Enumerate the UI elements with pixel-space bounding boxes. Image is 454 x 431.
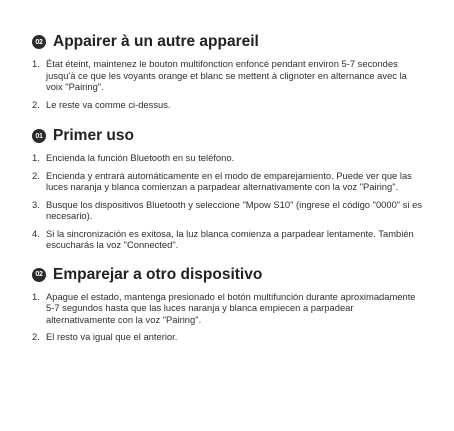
section-title: Emparejar a otro dispositivo <box>53 265 263 283</box>
item-number: 1. <box>32 152 40 163</box>
step-list <box>32 58 428 110</box>
list-item <box>32 199 428 222</box>
section-appairer <box>32 30 428 110</box>
step-number-badge: 02 <box>32 268 46 282</box>
list-item <box>32 331 428 343</box>
item-number: 2. <box>32 98 40 110</box>
item-text: Encienda y entrará automáticamente en el modo de emparejamiento. Puede ver que las luces naranja y blanca comienzan a parpadear alternativamente con la voz "Pairing". <box>46 169 412 192</box>
item-number: 2. <box>32 169 40 181</box>
section-title: Primer uso <box>53 127 134 144</box>
step-number-badge: 02 <box>32 35 46 49</box>
item-text: Busque los dispositivos Bluetooth y seleccione "Mpow S10" (ingrese el código "0000" si es necesario). <box>46 198 423 221</box>
item-text: Le reste va comme ci-dessus. <box>46 98 171 110</box>
manual-page <box>32 30 428 349</box>
item-text: Apague el estado, mantenga presionado el botón multifunción durante aproximadamente 5-7 segundos hasta que las luces naranja y blanca empiecen a parpadear alternativamente con la voz "Pairing". <box>46 290 416 325</box>
list-item <box>32 99 428 111</box>
item-number: 4. <box>32 227 40 239</box>
item-text: État éteint, maintenez le bouton multifonction enfoncé pendant environ 5-7 secondes jusqu'à ce que les voyants orange et blanc se mettent à clignoter en alternance avec la voix "Pairing". <box>46 58 407 92</box>
item-number: 1. <box>32 58 40 69</box>
item-number: 3. <box>32 198 40 210</box>
section-primer-uso <box>32 124 428 251</box>
list-item <box>32 228 428 251</box>
section-header <box>32 263 428 287</box>
section-emparejar <box>32 263 428 343</box>
list-item <box>32 170 428 193</box>
step-number-badge: 01 <box>32 129 46 143</box>
list-item <box>32 152 428 164</box>
item-text: El resto va igual que el anterior. <box>46 331 178 342</box>
list-item <box>32 58 428 93</box>
item-number: 1. <box>32 290 40 302</box>
item-number: 2. <box>32 331 40 342</box>
step-list <box>32 152 428 251</box>
step-list <box>32 291 428 343</box>
section-header <box>32 124 428 148</box>
section-title: Appairer à un autre appareil <box>53 33 259 50</box>
list-item <box>32 291 428 326</box>
item-text: Si la sincronización es exitosa, la luz blanca comienza a parpadear lentamente. También escucharás la voz "Connected". <box>46 227 414 250</box>
item-text: Encienda la función Bluetooth en su teléfono. <box>46 152 235 163</box>
section-header <box>32 30 428 54</box>
